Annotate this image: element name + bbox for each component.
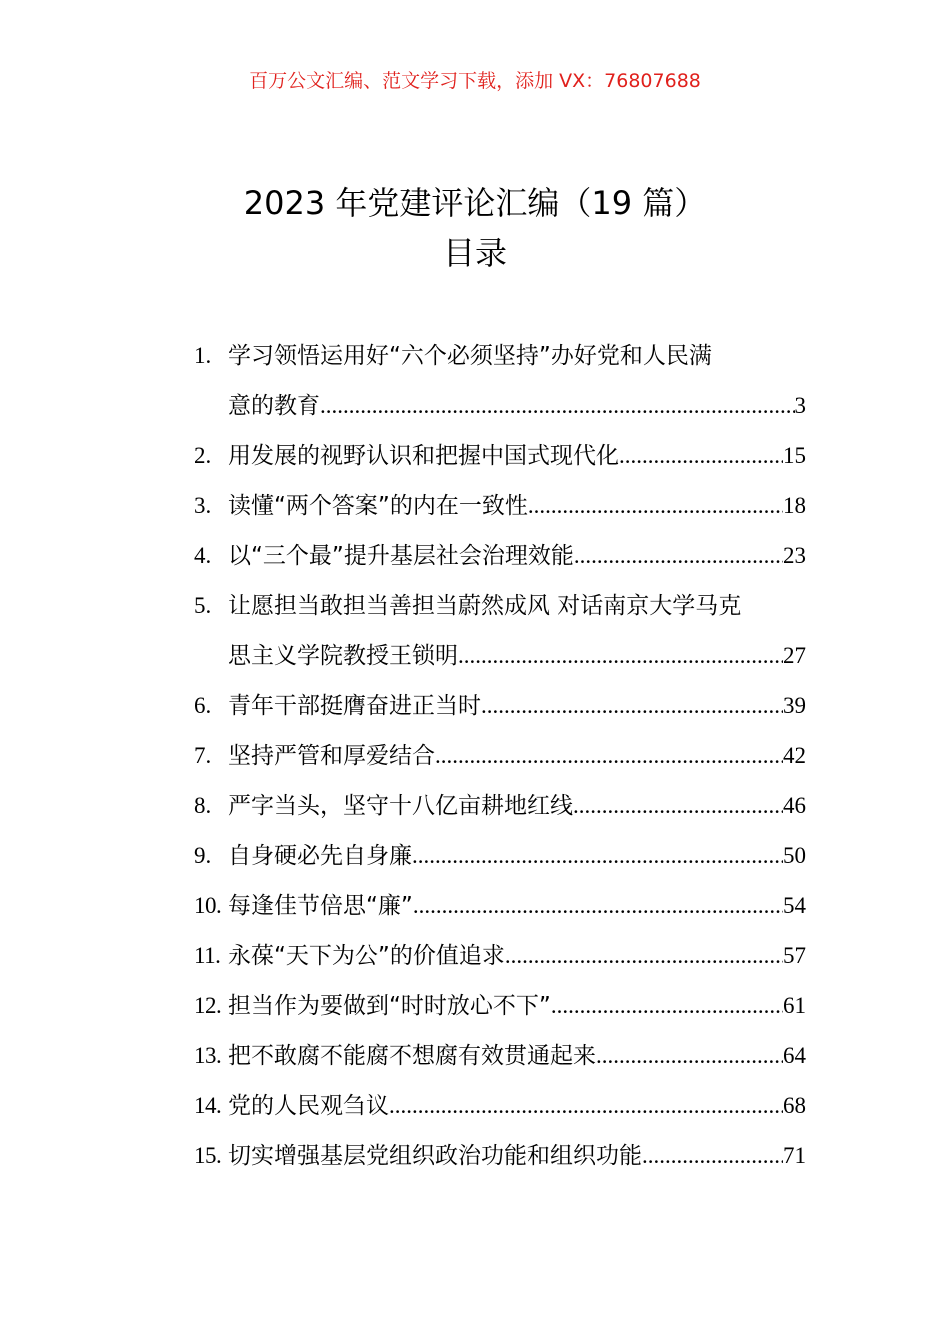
toc-entry-number: 9. (194, 843, 212, 868)
toc-entry[interactable] (194, 831, 806, 881)
toc-entry-number: 13. (194, 1043, 222, 1068)
toc-entry-page: 42 (783, 743, 806, 768)
toc-heading: 目录 (442, 234, 507, 272)
toc-entry-number: 3. (194, 493, 212, 518)
dot-leader (574, 531, 783, 581)
toc-entry-number: 6. (194, 693, 212, 718)
toc-entry[interactable] (194, 931, 806, 981)
toc-entry-title: 让愿担当敢担当善担当蔚然成风 对话南京大学马克 (228, 593, 742, 619)
dot-leader (389, 1081, 783, 1131)
dot-leader (596, 1031, 783, 1081)
toc-entry-number: 1. (194, 343, 212, 368)
dot-leader (573, 781, 783, 831)
toc-entry-number: 7. (194, 743, 212, 768)
toc-entry[interactable] (194, 731, 806, 781)
toc-entry-page: 18 (783, 493, 806, 518)
toc-entry-page: 57 (783, 943, 806, 968)
toc-entry[interactable] (194, 431, 806, 481)
toc-entry-page: 50 (783, 843, 806, 868)
table-of-contents (194, 331, 806, 1181)
toc-entry[interactable] (194, 581, 806, 681)
toc-entry-page: 39 (783, 693, 806, 718)
toc-entry-title: 青年干部挺膺奋进正当时 (228, 693, 481, 719)
toc-entry[interactable] (194, 331, 806, 431)
dot-leader (412, 831, 783, 881)
toc-entry-page: 61 (783, 993, 806, 1018)
dot-leader (528, 481, 783, 531)
toc-entry-title: 切实增强基层党组织政治功能和组织功能 (228, 1143, 642, 1169)
toc-entry[interactable] (194, 1131, 806, 1181)
toc-entry[interactable] (194, 781, 806, 831)
toc-entry-title: 用发展的视野认识和把握中国式现代化 (228, 443, 619, 469)
toc-entry-page: 27 (783, 643, 806, 668)
toc-entry-title: 永葆“天下为公”的价值追求 (228, 943, 505, 969)
toc-entry-number: 14. (194, 1093, 222, 1118)
toc-entry-number: 5. (194, 593, 212, 618)
dot-leader (551, 981, 783, 1031)
toc-entry-page: 46 (783, 793, 806, 818)
toc-entry-number: 8. (194, 793, 212, 818)
dot-leader (458, 631, 783, 681)
toc-entry-title-continued: 意的教育 (228, 393, 320, 419)
toc-entry-page: 64 (783, 1043, 806, 1068)
toc-entry-page: 68 (783, 1093, 806, 1118)
dot-leader (619, 431, 783, 481)
document-title: 2023 年党建评论汇编（19 篇） (243, 184, 707, 222)
dot-leader (435, 731, 783, 781)
toc-entry-title: 担当作为要做到“时时放心不下” (228, 993, 551, 1019)
toc-entry-title: 把不敢腐不能腐不想腐有效贯通起来 (228, 1043, 596, 1069)
dot-leader (642, 1131, 783, 1181)
toc-entry-title-continued: 思主义学院教授王锁明 (228, 643, 458, 669)
toc-entry-page: 3 (794, 393, 806, 418)
toc-entry-page: 54 (783, 893, 806, 918)
toc-entry[interactable] (194, 531, 806, 581)
toc-entry[interactable] (194, 481, 806, 531)
toc-entry[interactable] (194, 1081, 806, 1131)
toc-entry-number: 10. (194, 893, 222, 918)
toc-entry-title: 学习领悟运用好“六个必须坚持”办好党和人民满 (228, 343, 712, 369)
toc-entry[interactable] (194, 881, 806, 931)
dot-leader (505, 931, 783, 981)
toc-entry[interactable] (194, 981, 806, 1031)
toc-entry-page: 15 (783, 443, 806, 468)
toc-entry-number: 11. (194, 943, 221, 968)
toc-entry[interactable] (194, 681, 806, 731)
toc-entry-title: 读懂“两个答案”的内在一致性 (228, 493, 528, 519)
toc-entry-title: 自身硬必先自身廉 (228, 843, 412, 869)
toc-entry[interactable] (194, 1031, 806, 1081)
dot-leader (481, 681, 783, 731)
toc-entry-page: 71 (783, 1143, 806, 1168)
dot-leader (413, 881, 783, 931)
toc-entry-title: 严字当头，坚守十八亿亩耕地红线 (228, 793, 573, 819)
download-watermark-note: 百万公文汇编、范文学习下载，添加 VX：76807688 (249, 70, 701, 92)
toc-entry-title: 坚持严管和厚爱结合 (228, 743, 435, 769)
dot-leader (320, 381, 795, 431)
toc-entry-title: 以“三个最”提升基层社会治理效能 (228, 543, 574, 569)
toc-entry-number: 12. (194, 993, 222, 1018)
toc-entry-number: 2. (194, 443, 212, 468)
toc-entry-number: 4. (194, 543, 212, 568)
toc-entry-page: 23 (783, 543, 806, 568)
toc-entry-title: 每逢佳节倍思“廉” (228, 893, 413, 919)
toc-entry-number: 15. (194, 1143, 222, 1168)
toc-entry-title: 党的人民观刍议 (228, 1093, 389, 1119)
